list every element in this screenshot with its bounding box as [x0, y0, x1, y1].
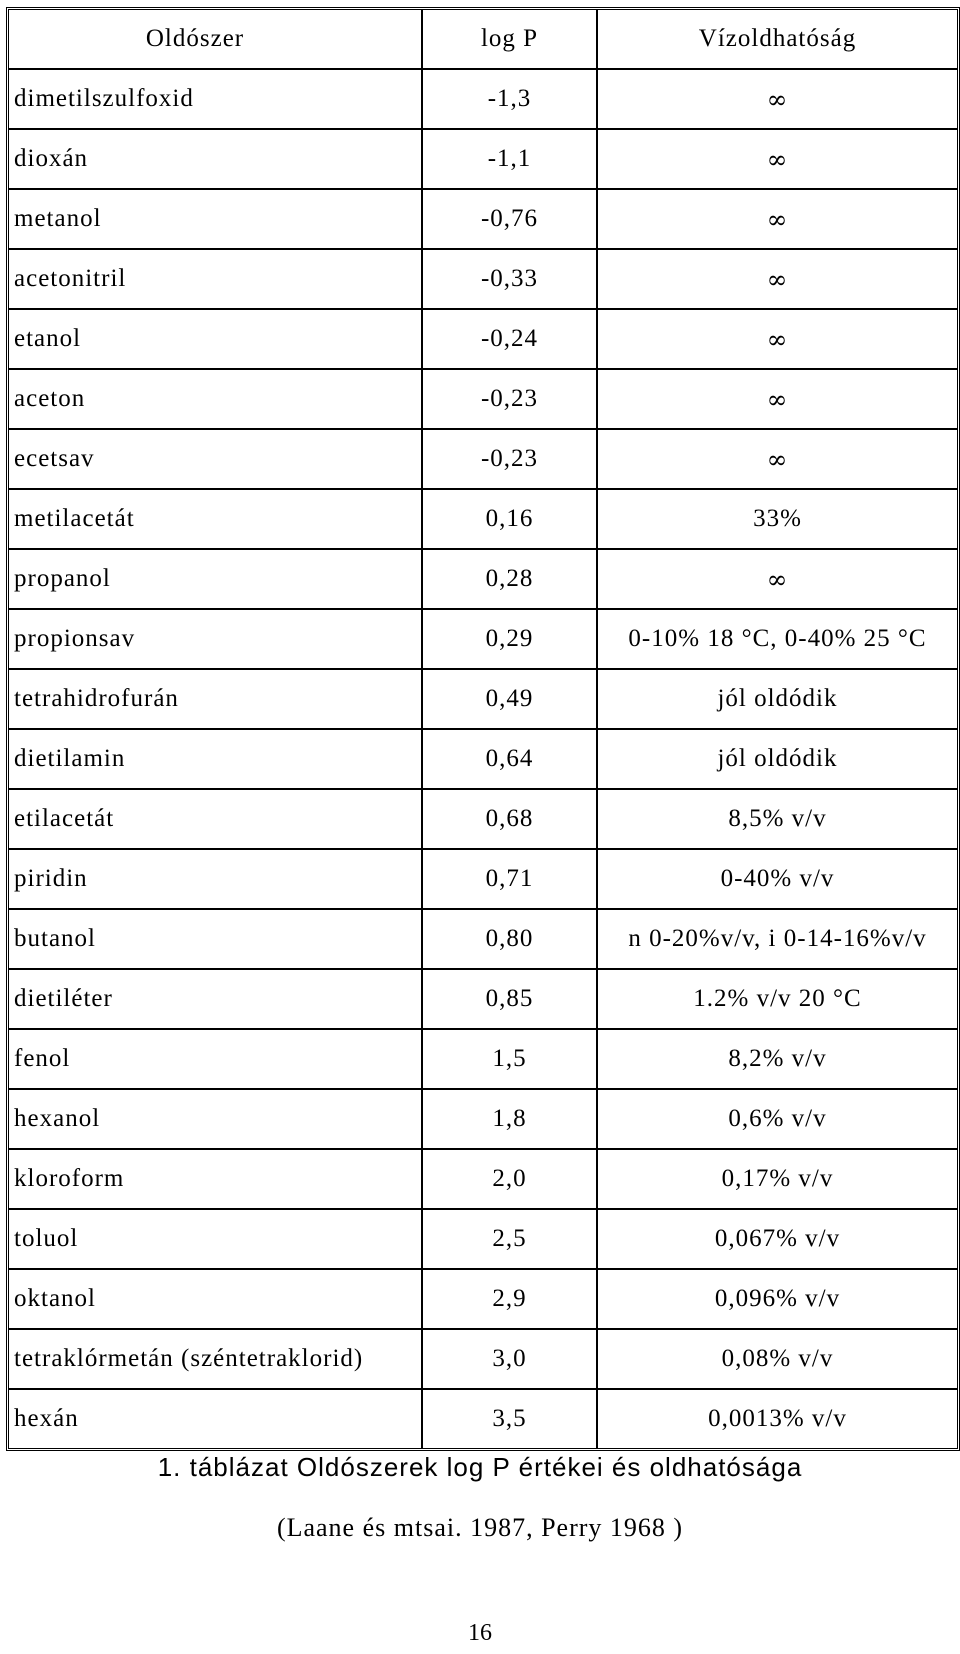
logp-cell: 0,49	[423, 670, 598, 730]
page-number: 16	[468, 1620, 492, 1646]
table-row	[9, 730, 957, 790]
solvent-table	[6, 7, 960, 1451]
table-row	[9, 190, 957, 250]
logp-cell: 0,68	[423, 790, 598, 850]
solvent-cell: kloroform	[9, 1150, 423, 1210]
table-row	[9, 850, 957, 910]
table-row	[9, 1390, 957, 1448]
logp-cell: -0,23	[423, 370, 598, 430]
table-row	[9, 370, 957, 430]
solubility-cell: ∞	[598, 70, 957, 130]
solvent-cell: butanol	[9, 910, 423, 970]
logp-cell: -0,23	[423, 430, 598, 490]
solvent-cell: hexán	[9, 1390, 423, 1448]
solvent-cell: aceton	[9, 370, 423, 430]
logp-cell: 1,8	[423, 1090, 598, 1150]
solubility-cell: 0-10% 18 °C, 0-40% 25 °C	[598, 610, 957, 670]
header-logp: log P	[423, 10, 598, 70]
solvent-cell: oktanol	[9, 1270, 423, 1330]
header-solubility: Vízoldhatóság	[598, 10, 957, 70]
table-source: (Laane és mtsai. 1987, Perry 1968 )	[276, 1513, 684, 1542]
solubility-cell: ∞	[598, 550, 957, 610]
table-row	[9, 310, 957, 370]
solvent-cell: propionsav	[9, 610, 423, 670]
solubility-cell: 8,5% v/v	[598, 790, 957, 850]
table-row	[9, 1270, 957, 1330]
logp-cell: 2,5	[423, 1210, 598, 1270]
solubility-cell: ∞	[598, 310, 957, 370]
solvent-cell: fenol	[9, 1030, 423, 1090]
table-body	[9, 70, 957, 1448]
solvent-cell: tetrahidrofurán	[9, 670, 423, 730]
table-row	[9, 790, 957, 850]
table-row	[9, 1030, 957, 1090]
solubility-cell: n 0-20%v/v, i 0-14-16%v/v	[598, 910, 957, 970]
table-row	[9, 70, 957, 130]
table-row	[9, 610, 957, 670]
header-solvent: Oldószer	[9, 10, 423, 70]
logp-cell: 0,28	[423, 550, 598, 610]
logp-cell: -1,1	[423, 130, 598, 190]
logp-cell: 0,71	[423, 850, 598, 910]
solubility-cell: jól oldódik	[598, 670, 957, 730]
table-row	[9, 910, 957, 970]
solvent-cell: toluol	[9, 1210, 423, 1270]
table-row	[9, 490, 957, 550]
table-row	[9, 1330, 957, 1390]
solvent-cell: metilacetát	[9, 490, 423, 550]
solubility-cell: 1.2% v/v 20 °C	[598, 970, 957, 1030]
logp-cell: -0,76	[423, 190, 598, 250]
logp-cell: 3,0	[423, 1330, 598, 1390]
logp-cell: -0,24	[423, 310, 598, 370]
table-row	[9, 1090, 957, 1150]
solubility-cell: ∞	[598, 430, 957, 490]
solvent-cell: propanol	[9, 550, 423, 610]
solubility-cell: 0,08% v/v	[598, 1330, 957, 1390]
table-row	[9, 670, 957, 730]
solubility-cell: jól oldódik	[598, 730, 957, 790]
table-row	[9, 130, 957, 190]
logp-cell: 0,16	[423, 490, 598, 550]
logp-cell: 3,5	[423, 1390, 598, 1448]
solubility-cell: 0,17% v/v	[598, 1150, 957, 1210]
solvent-cell: dioxán	[9, 130, 423, 190]
logp-cell: 0,29	[423, 610, 598, 670]
solubility-cell: 0,6% v/v	[598, 1090, 957, 1150]
solubility-cell: 0,0013% v/v	[708, 1405, 847, 1432]
solvent-cell: dimetilszulfoxid	[9, 70, 423, 130]
solubility-cell: 0,067% v/v	[598, 1210, 957, 1270]
solvent-cell: acetonitril	[9, 250, 423, 310]
solvent-cell: ecetsav	[9, 430, 423, 490]
logp-cell: -0,33	[423, 250, 598, 310]
table-caption: 1. táblázat Oldószerek log P értékei és oldhatósága	[157, 1452, 803, 1482]
logp-cell: 1,5	[423, 1030, 598, 1090]
solubility-cell: ∞	[598, 130, 957, 190]
table-row	[9, 250, 957, 310]
solvent-cell: metanol	[9, 190, 423, 250]
solubility-cell: ∞	[598, 190, 957, 250]
solubility-cell: 0-40% v/v	[598, 850, 957, 910]
solvent-cell: etanol	[9, 310, 423, 370]
solvent-cell: hexanol	[9, 1090, 423, 1150]
solvent-cell: dietiléter	[9, 970, 423, 1030]
logp-cell: 0,85	[423, 970, 598, 1030]
table-row	[9, 430, 957, 490]
table-row	[9, 1210, 957, 1270]
solubility-cell: 8,2% v/v	[598, 1030, 957, 1090]
solvent-cell: etilacetát	[9, 790, 423, 850]
logp-cell: 2,0	[423, 1150, 598, 1210]
logp-cell: 2,9	[423, 1270, 598, 1330]
solubility-cell: 0,096% v/v	[598, 1270, 957, 1330]
logp-cell: 0,80	[423, 910, 598, 970]
solvent-cell: dietilamin	[9, 730, 423, 790]
solubility-cell: ∞	[598, 370, 957, 430]
logp-cell: -1,3	[423, 70, 598, 130]
logp-cell: 0,64	[423, 730, 598, 790]
table-row	[9, 550, 957, 610]
solvent-cell: tetraklórmetán (széntetraklorid)	[9, 1330, 423, 1390]
table-row	[9, 970, 957, 1030]
solubility-cell: ∞	[598, 250, 957, 310]
table-row	[9, 1150, 957, 1210]
solubility-cell: 33%	[598, 490, 957, 550]
solvent-cell: piridin	[9, 850, 423, 910]
table-header-row	[9, 10, 957, 70]
